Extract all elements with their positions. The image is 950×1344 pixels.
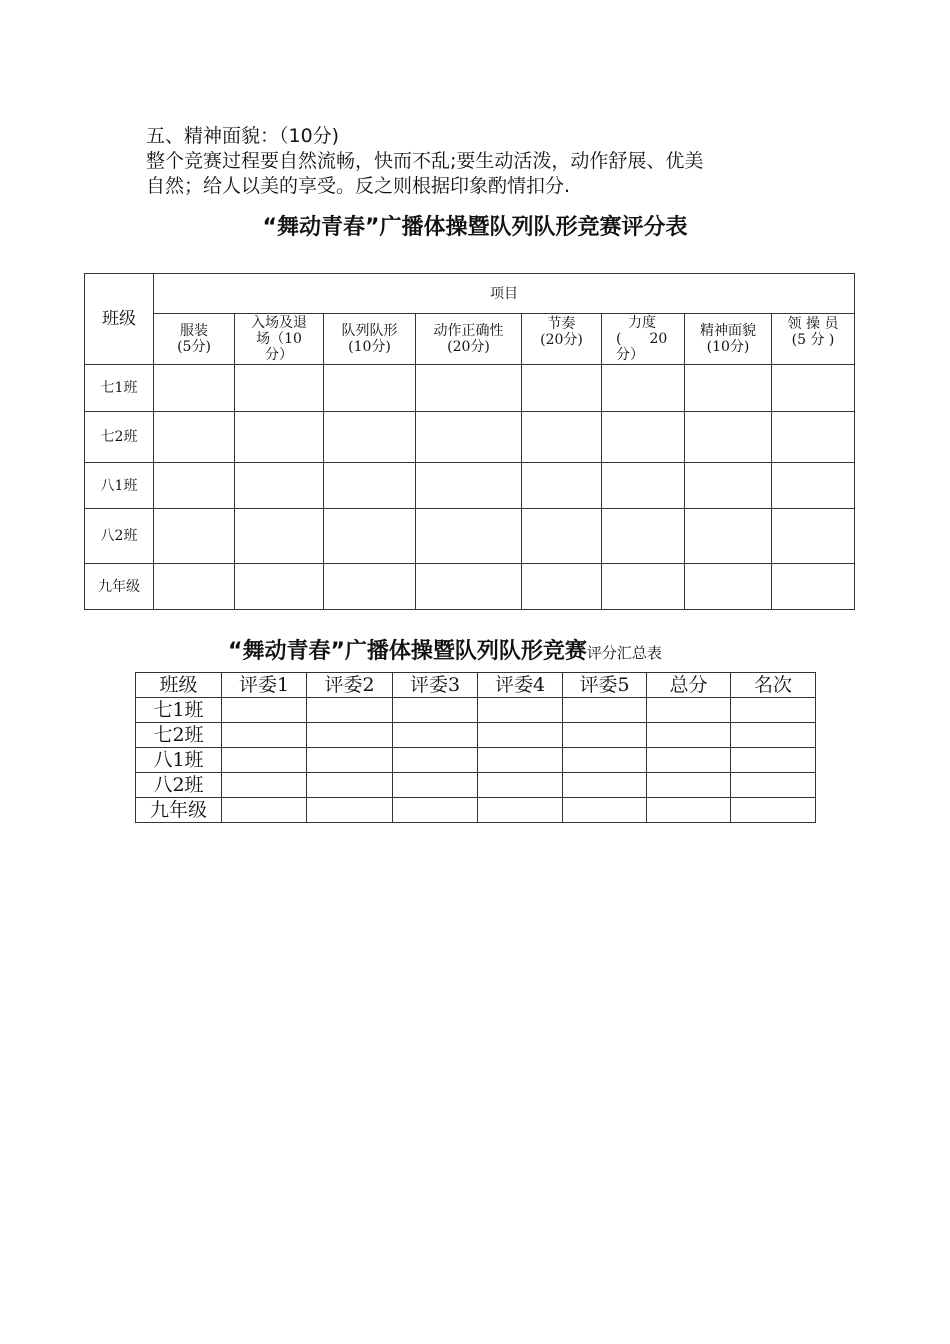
- class-label: 八1班: [136, 748, 222, 773]
- project-header: 项目: [154, 274, 855, 314]
- score-cell[interactable]: [685, 365, 772, 412]
- score-cell[interactable]: [563, 723, 647, 748]
- score-cell[interactable]: [772, 463, 855, 509]
- score-cell[interactable]: [416, 564, 522, 610]
- class-label: 七1班: [85, 365, 154, 412]
- column-header: 评委2: [307, 673, 393, 698]
- class-label: 九年级: [136, 798, 222, 823]
- score-cell[interactable]: [478, 723, 563, 748]
- class-header: 班级: [85, 274, 154, 365]
- table-row: [136, 773, 816, 798]
- score-cell[interactable]: [222, 748, 307, 773]
- item-header: 动作正确性 (20分): [416, 314, 522, 365]
- table-row: [136, 698, 816, 723]
- score-cell[interactable]: [393, 798, 478, 823]
- column-header: 名次: [731, 673, 816, 698]
- score-cell[interactable]: [393, 698, 478, 723]
- class-label: 八2班: [85, 509, 154, 564]
- score-cell[interactable]: [222, 798, 307, 823]
- score-cell[interactable]: [522, 564, 602, 610]
- class-label: 九年级: [85, 564, 154, 610]
- score-cell[interactable]: [602, 509, 685, 564]
- score-cell[interactable]: [154, 463, 235, 509]
- score-cell[interactable]: [222, 773, 307, 798]
- score-cell[interactable]: [393, 723, 478, 748]
- score-cell[interactable]: [235, 509, 324, 564]
- table-row: [85, 365, 855, 412]
- score-cell[interactable]: [772, 365, 855, 412]
- score-cell[interactable]: [222, 723, 307, 748]
- column-header: 评委5: [563, 673, 647, 698]
- summary-title-main: “舞动青春”广播体操暨队列队形竞赛: [228, 639, 587, 664]
- score-cell[interactable]: [647, 798, 731, 823]
- table-row: [136, 798, 816, 823]
- score-cell[interactable]: [324, 509, 416, 564]
- score-cell[interactable]: [563, 798, 647, 823]
- score-cell[interactable]: [647, 773, 731, 798]
- column-header: 评委3: [393, 673, 478, 698]
- table-row: [85, 463, 855, 509]
- score-cell[interactable]: [647, 723, 731, 748]
- score-cell[interactable]: [563, 698, 647, 723]
- summary-table-title: [228, 634, 662, 665]
- score-cell[interactable]: [602, 365, 685, 412]
- score-cell[interactable]: [522, 412, 602, 463]
- score-cell[interactable]: [563, 773, 647, 798]
- score-cell[interactable]: [154, 509, 235, 564]
- score-cell[interactable]: [416, 412, 522, 463]
- score-cell[interactable]: [478, 748, 563, 773]
- item-header: 领 操 员 (5 分 ): [772, 314, 855, 365]
- score-cell[interactable]: [731, 723, 816, 748]
- score-cell[interactable]: [602, 412, 685, 463]
- score-cell[interactable]: [416, 463, 522, 509]
- section5-heading: 五、精神面貌：（10分): [146, 125, 340, 147]
- item-header: 队列队形 (10分): [324, 314, 416, 365]
- column-header: 班级: [136, 673, 222, 698]
- column-header: 总分: [647, 673, 731, 698]
- score-cell[interactable]: [324, 564, 416, 610]
- score-cell[interactable]: [478, 773, 563, 798]
- score-cell[interactable]: [307, 723, 393, 748]
- score-cell[interactable]: [235, 365, 324, 412]
- score-cell[interactable]: [772, 564, 855, 610]
- class-label: 八2班: [136, 773, 222, 798]
- score-cell[interactable]: [324, 365, 416, 412]
- score-cell[interactable]: [222, 698, 307, 723]
- score-cell[interactable]: [393, 773, 478, 798]
- score-cell[interactable]: [685, 509, 772, 564]
- item-header: 入场及退 场（10 分）: [235, 314, 324, 365]
- score-cell[interactable]: [324, 412, 416, 463]
- item-header: 节奏 (20分): [522, 314, 602, 365]
- column-header: 评委1: [222, 673, 307, 698]
- score-cell[interactable]: [478, 798, 563, 823]
- header-row: [136, 673, 816, 698]
- score-cell[interactable]: [235, 564, 324, 610]
- score-cell[interactable]: [307, 698, 393, 723]
- item-header: 服装 (5分): [154, 314, 235, 365]
- table-row: [85, 412, 855, 463]
- section5-line1: 整个竞赛过程要自然流畅，快而不乱;要生动活泼，动作舒展、优美: [146, 150, 704, 172]
- score-cell[interactable]: [731, 773, 816, 798]
- score-cell[interactable]: [235, 463, 324, 509]
- score-cell[interactable]: [602, 564, 685, 610]
- score-cell[interactable]: [772, 509, 855, 564]
- score-cell[interactable]: [307, 798, 393, 823]
- score-cell[interactable]: [393, 748, 478, 773]
- score-cell[interactable]: [307, 748, 393, 773]
- score-cell[interactable]: [154, 412, 235, 463]
- column-header: 评委4: [478, 673, 563, 698]
- score-cell[interactable]: [416, 509, 522, 564]
- score-cell[interactable]: [522, 509, 602, 564]
- score-cell[interactable]: [731, 748, 816, 773]
- item-header: 力度 ( 20 分）: [602, 314, 685, 365]
- score-cell[interactable]: [154, 365, 235, 412]
- score-cell[interactable]: [731, 798, 816, 823]
- score-cell[interactable]: [685, 463, 772, 509]
- score-table: [84, 273, 855, 610]
- score-table-title: “舞动青春”广播体操暨队列队形竞赛评分表: [262, 215, 688, 240]
- score-cell[interactable]: [522, 463, 602, 509]
- class-label: 七1班: [136, 698, 222, 723]
- class-label: 七2班: [136, 723, 222, 748]
- score-cell[interactable]: [235, 412, 324, 463]
- score-cell[interactable]: [731, 698, 816, 723]
- score-cell[interactable]: [647, 748, 731, 773]
- table-row: [136, 748, 816, 773]
- score-cell[interactable]: [685, 564, 772, 610]
- class-label: 八1班: [85, 463, 154, 509]
- table-row: [85, 564, 855, 610]
- score-cell[interactable]: [602, 463, 685, 509]
- section5-line2: 自然；给人以美的享受。反之则根据印象酌情扣分.: [146, 175, 571, 197]
- class-label: 七2班: [85, 412, 154, 463]
- score-cell[interactable]: [563, 748, 647, 773]
- summary-table: [135, 672, 816, 823]
- table-row: [85, 509, 855, 564]
- score-cell[interactable]: [324, 463, 416, 509]
- summary-title-suffix: 评分汇总表: [586, 644, 662, 662]
- item-header: 精神面貌 (10分): [685, 314, 772, 365]
- score-cell[interactable]: [478, 698, 563, 723]
- score-cell[interactable]: [154, 564, 235, 610]
- score-cell[interactable]: [522, 365, 602, 412]
- table-row: [136, 723, 816, 748]
- score-cell[interactable]: [307, 773, 393, 798]
- score-cell[interactable]: [416, 365, 522, 412]
- score-cell[interactable]: [772, 412, 855, 463]
- score-cell[interactable]: [647, 698, 731, 723]
- score-cell[interactable]: [685, 412, 772, 463]
